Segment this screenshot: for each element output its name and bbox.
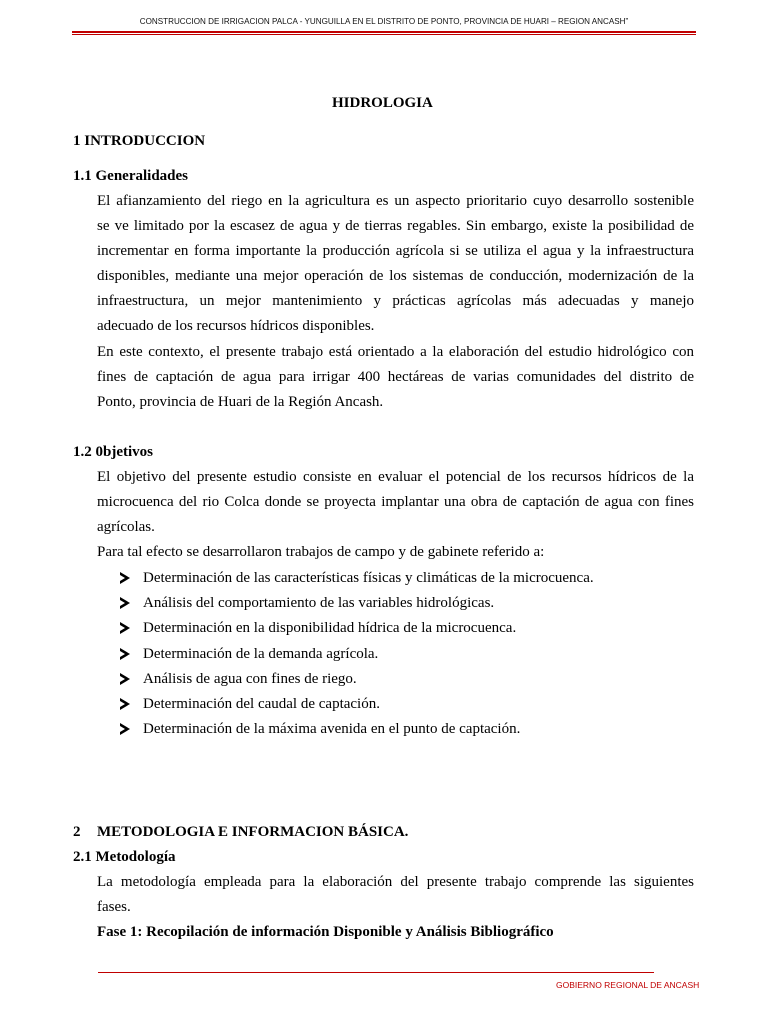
list-item-text: Determinación de la demanda agrícola. xyxy=(143,645,379,662)
arrow-bullet-icon xyxy=(120,673,130,685)
paragraph-line: infraestructura, un mejor mantenimiento y prácticas agrícolas más adecuadas y manejo xyxy=(97,293,694,309)
running-header: CONSTRUCCION DE IRRIGACION PALCA - YUNGUILLA EN EL DISTRITO DE PONTO, PROVINCIA DE HUARI – REGION ANCASH” xyxy=(139,17,629,26)
paragraph-line: microcuenca del rio Colca donde se proyecta implantar una obra de captación de agua con fines xyxy=(97,494,694,510)
paragraph-line: En este contexto, el presente trabajo está orientado a la elaboración del estudio hidrológico con xyxy=(97,344,694,360)
paragraph-line: El objetivo del presente estudio consiste en evaluar el potencial de los recursos hídricos de la xyxy=(97,469,694,485)
section-2-number: 2 xyxy=(73,824,81,840)
paragraph-line: se ve limitado por la escasez de agua y de tierras regables. Sin embargo, existe la posibilidad de xyxy=(97,218,694,234)
paragraph-line: adecuado de los recursos hídricos disponibles. xyxy=(97,318,375,334)
list-item-text: Determinación en la disponibilidad hídrica de la microcuenca. xyxy=(143,620,517,637)
section-1-2-heading: 1.2 0bjetivos xyxy=(73,444,153,460)
paragraph-line: Para tal efecto se desarrollaron trabajos de campo y de gabinete referido a: xyxy=(97,544,545,560)
document-title: HIDROLOGIA xyxy=(332,95,433,111)
arrow-bullet-icon xyxy=(120,622,130,634)
paragraph-line: Ponto, provincia de Huari de la Región Ancash. xyxy=(97,394,384,410)
list-item-text: Análisis del comportamiento de las variables hidrológicas. xyxy=(143,595,495,612)
arrow-bullet-icon xyxy=(120,723,130,735)
arrow-bullet-icon xyxy=(120,597,130,609)
paragraph-line: El afianzamiento del riego en la agricultura es un aspecto prioritario cuyo desarrollo sostenible xyxy=(97,193,694,209)
arrow-bullet-icon xyxy=(120,572,130,584)
paragraph-line: disponibles, mediante una mejor operación de los sistemas de conducción, modernización de la xyxy=(97,268,694,284)
running-footer: GOBIERNO REGIONAL DE ANCASH xyxy=(556,980,700,990)
phase-1-heading: Fase 1: Recopilación de información Disponible y Análisis Bibliográfico xyxy=(97,924,554,940)
paragraph-line: agrícolas. xyxy=(97,519,155,535)
section-1-heading: 1 INTRODUCCION xyxy=(73,133,206,149)
paragraph-line: La metodología empleada para la elaboración del presente trabajo comprende las siguientes xyxy=(97,874,694,890)
section-2-heading: METODOLOGIA E INFORMACION BÁSICA. xyxy=(97,824,409,840)
paragraph-line: incrementar en forma importante la producción agrícola si se utiliza el agua y la infraestructura xyxy=(97,243,694,259)
paragraph-line: fines de captación de agua para irrigar 400 hectáreas de varias comunidades del distrito de xyxy=(97,369,694,385)
arrow-bullet-icon xyxy=(120,698,130,710)
list-item-text: Análisis de agua con fines de riego. xyxy=(143,670,357,687)
list-item-text: Determinación de la máxima avenida en el punto de captación. xyxy=(143,721,521,738)
list-item-text: Determinación del caudal de captación. xyxy=(143,695,380,712)
arrow-bullet-icon xyxy=(120,648,130,660)
header-rule-thin xyxy=(72,34,696,35)
footer-rule xyxy=(98,972,654,973)
section-2-1-heading: 2.1 Metodología xyxy=(73,849,176,865)
section-1-1-heading: 1.1 Generalidades xyxy=(73,168,188,184)
paragraph-line: fases. xyxy=(97,899,131,915)
header-rule-thick xyxy=(72,31,696,33)
list-item-text: Determinación de las características físicas y climáticas de la microcuenca. xyxy=(143,570,594,586)
